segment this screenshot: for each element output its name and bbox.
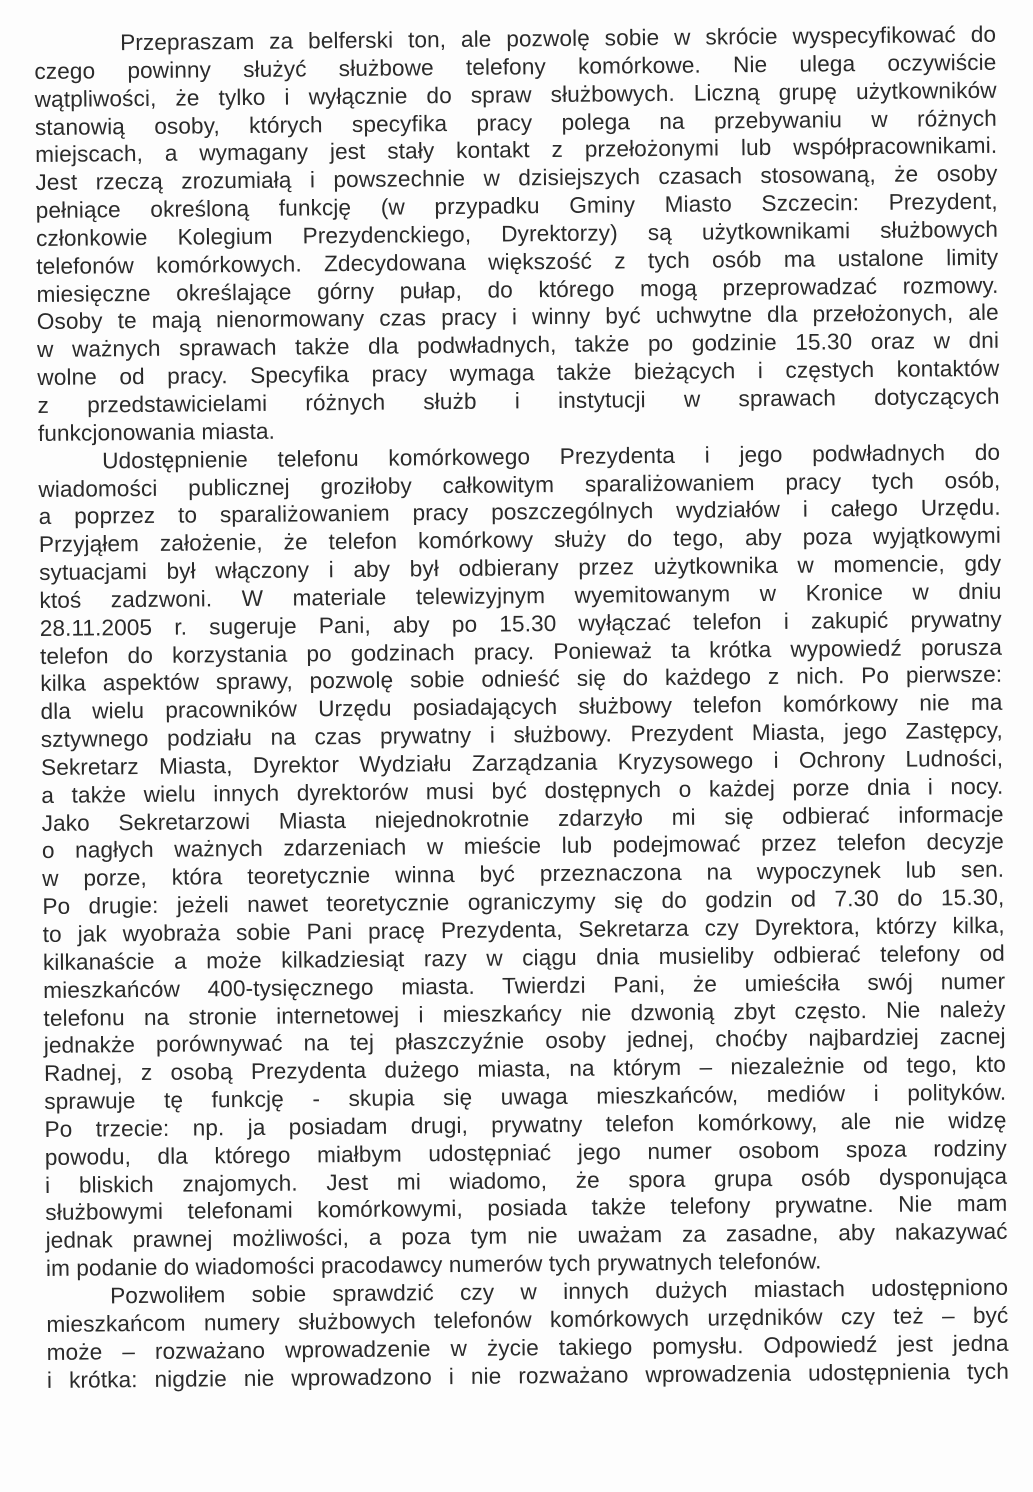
text-line: w ważnych sprawach także dla podwładnych, także po godzinie 15.30 oraz w dni [36,328,1000,363]
text-line: Pozwoliłem sobie sprawdzić czy w innych dużych miastach udostępniono [110,1274,1009,1309]
text-line: Osoby te mają nienormowany czas pracy i winny być uchwytne dla przełożonych, ale [36,300,999,335]
text-line: czego powinny służyć służbowe telefony komórkowe. Nie ulega oczywiście [34,49,997,84]
paragraph [46,1274,1009,1395]
text-line: dla wielu pracowników Urzędu posiadających służbowy telefon komórkowy nie ma [40,689,1003,725]
text-line: członkowie Kolegium Prezydenckiego, Dyrektorzy) są użytkownikami służbowych [35,216,999,251]
text-line: funkcjonowania miasta. [37,418,276,446]
text-line: Jest rzeczą zrozumiałą i powszechnie w dzisiejszych czasach stosowaną, że osoby [35,160,998,196]
text-line: wolne od pracy. Specyfika pracy wymaga także bieżących i częstych kontaktów [37,355,1000,391]
text-line: Po trzecie: np. ja posiadam drugi, prywatny telefon komórkowy, ale nie widzę [44,1107,1007,1142]
text-line: im podanie do wiadomości pracodawcy numerów tych prywatnych telefonów. [45,1248,822,1282]
text-line: 28.11.2005 r. sugeruje Pani, aby po 15.30 wyłączać telefon i zakupić prywatny [39,606,1002,641]
text-line: Po drugie: jeżeli nawet teoretycznie ograniczymy się do godzin od 7.30 do 15.30, [42,884,1005,920]
text-line: i krótka: nigdzie nie wprowadzono i nie rozważano wprowadzenia udostępnienia tych [46,1358,1010,1393]
text-line: Przyjąłem założenie, że telefon komórkowy służy do tego, aby poza wyjątkowymi [38,522,1002,558]
text-line: w porze, która teoretycznie winna być przeznaczona na wypoczynek lub sen. [42,857,1005,892]
letter-body [34,21,1009,1395]
text-line: Sekretarz Miasta, Dyrektor Wydziału Zarządzania Kryzysowego i Ochrony Ludności, [40,745,1004,780]
text-line: telefonu na stronie internetowej i mieszkańcy nie dzwonią zbyt często. Nie należy [43,996,1006,1031]
text-line: Przepraszam za belferski ton, ale pozwolę sobie w skrócie wyspecyfikować do [120,21,997,56]
text-line: Udostępnienie telefonu komórkowego Prezydenta i jego podwładnych do [102,439,1001,474]
text-line: sztywnego podziału na czas prywatny i służbowy. Prezydent Miasta, jego Zastępcy, [40,717,1003,753]
text-line: kilkanaście a może kilkadziesiąt razy w ciągu dnia musieliby odbierać telefony od [42,940,1006,975]
text-line: stanowią osoby, których specyfika pracy polega na przebywaniu w różnych [34,105,998,140]
text-line: telefonów komórkowych. Zdecydowana większość z tych osób ma ustalone limity [36,244,999,279]
text-line: sytuacjami był włączony i aby był odbierany przez użytkownika w momencie, gdy [39,550,1002,586]
text-line: może – rozważano wprowadzenie w życie takiego pomysłu. Odpowiedź jest jedna [46,1330,1009,1365]
text-line: sprawuje tę funkcję - skupia się uwaga mieszkańców, mediów i polityków. [44,1079,1007,1115]
text-line: jednak prawnej możliwości, a poza tym nie uważam za zasadne, aby nakazywać [45,1218,1008,1254]
text-line: o nagłych ważnych zdarzeniach w mieście lub podejmować przez telefon decyzje [41,829,1004,864]
text-line: kilka aspektów sprawy, pozwolę sobie odnieść się do każdego z nich. Po pierwsze: [40,662,1003,697]
text-line: miejscach, a wymagany jest stały kontakt z przełożonymi lub współpracownikami. [35,133,998,168]
paragraph [38,438,1008,1283]
text-line: służbowymi telefonami komórkowymi, posiada także telefony prywatne. Nie mam [45,1191,1008,1226]
text-line: wątpliwości, że tylko i wyłącznie do spraw służbowych. Liczną grupę użytkowników [34,77,997,112]
text-line: a także wielu innych dyrektorów musi być dostępnych o każdej porze dnia i nocy. [41,773,1004,808]
text-line: powodu, dla którego miałbym udostępniać jego numer osobom spoza rodziny [44,1135,1007,1170]
text-line: to jak wyobraża sobie Pani pracę Prezydenta, Sekretarza czy Dyrektora, którzy kilka, [42,912,1005,947]
text-line: ktoś zadzwoni. W materiale telewizyjnym wyemitowanym w Kronice w dniu [39,578,1002,613]
text-line: Radnej, z osobą Prezydenta dużego miasta, na którym – niezależnie od tego, kto [43,1051,1007,1087]
text-line: Jako Sekretarzowi Miasta niejednokrotnie zdarzyło mi się odbierać informacje [41,801,1004,836]
text-line: mieszkańców 400-tysięcznego miasta. Twierdzi Pani, że umieściła swój numer [43,968,1006,1003]
text-line: wiadomości publicznej groziłoby całkowitym sparaliżowaniem pracy tych osób, [38,467,1001,502]
text-line: mieszkańcom numery służbowych telefonów komórkowych urzędników czy też – być [46,1302,1009,1337]
text-line: telefon do korzystania po godzinach pracy. Ponieważ ta krótka wypowiedź porusza [39,634,1003,669]
paragraph [34,21,1000,448]
text-line: miesięczne określające górny pułap, do którego mogą przeprowadzać rozmowy. [36,272,999,307]
text-line: z przedstawicielami różnych służb i instytucji w sprawach dotyczących [37,383,1000,418]
text-line: i bliskich znajomych. Jest mi wiadomo, że spora grupa osób dysponująca [44,1163,1008,1198]
text-line: jednakże porównywać na tej płaszczyźnie osoby jednej, choćby najbardziej zacnej [43,1024,1006,1059]
text-line: a poprzez to sparaliżowaniem pracy poszczególnych wydziałów i całego Urzędu. [38,495,1001,530]
text-line: pełniące określoną funkcję (w przypadku Gminy Miasto Szczecin: Prezydent, [35,188,998,224]
